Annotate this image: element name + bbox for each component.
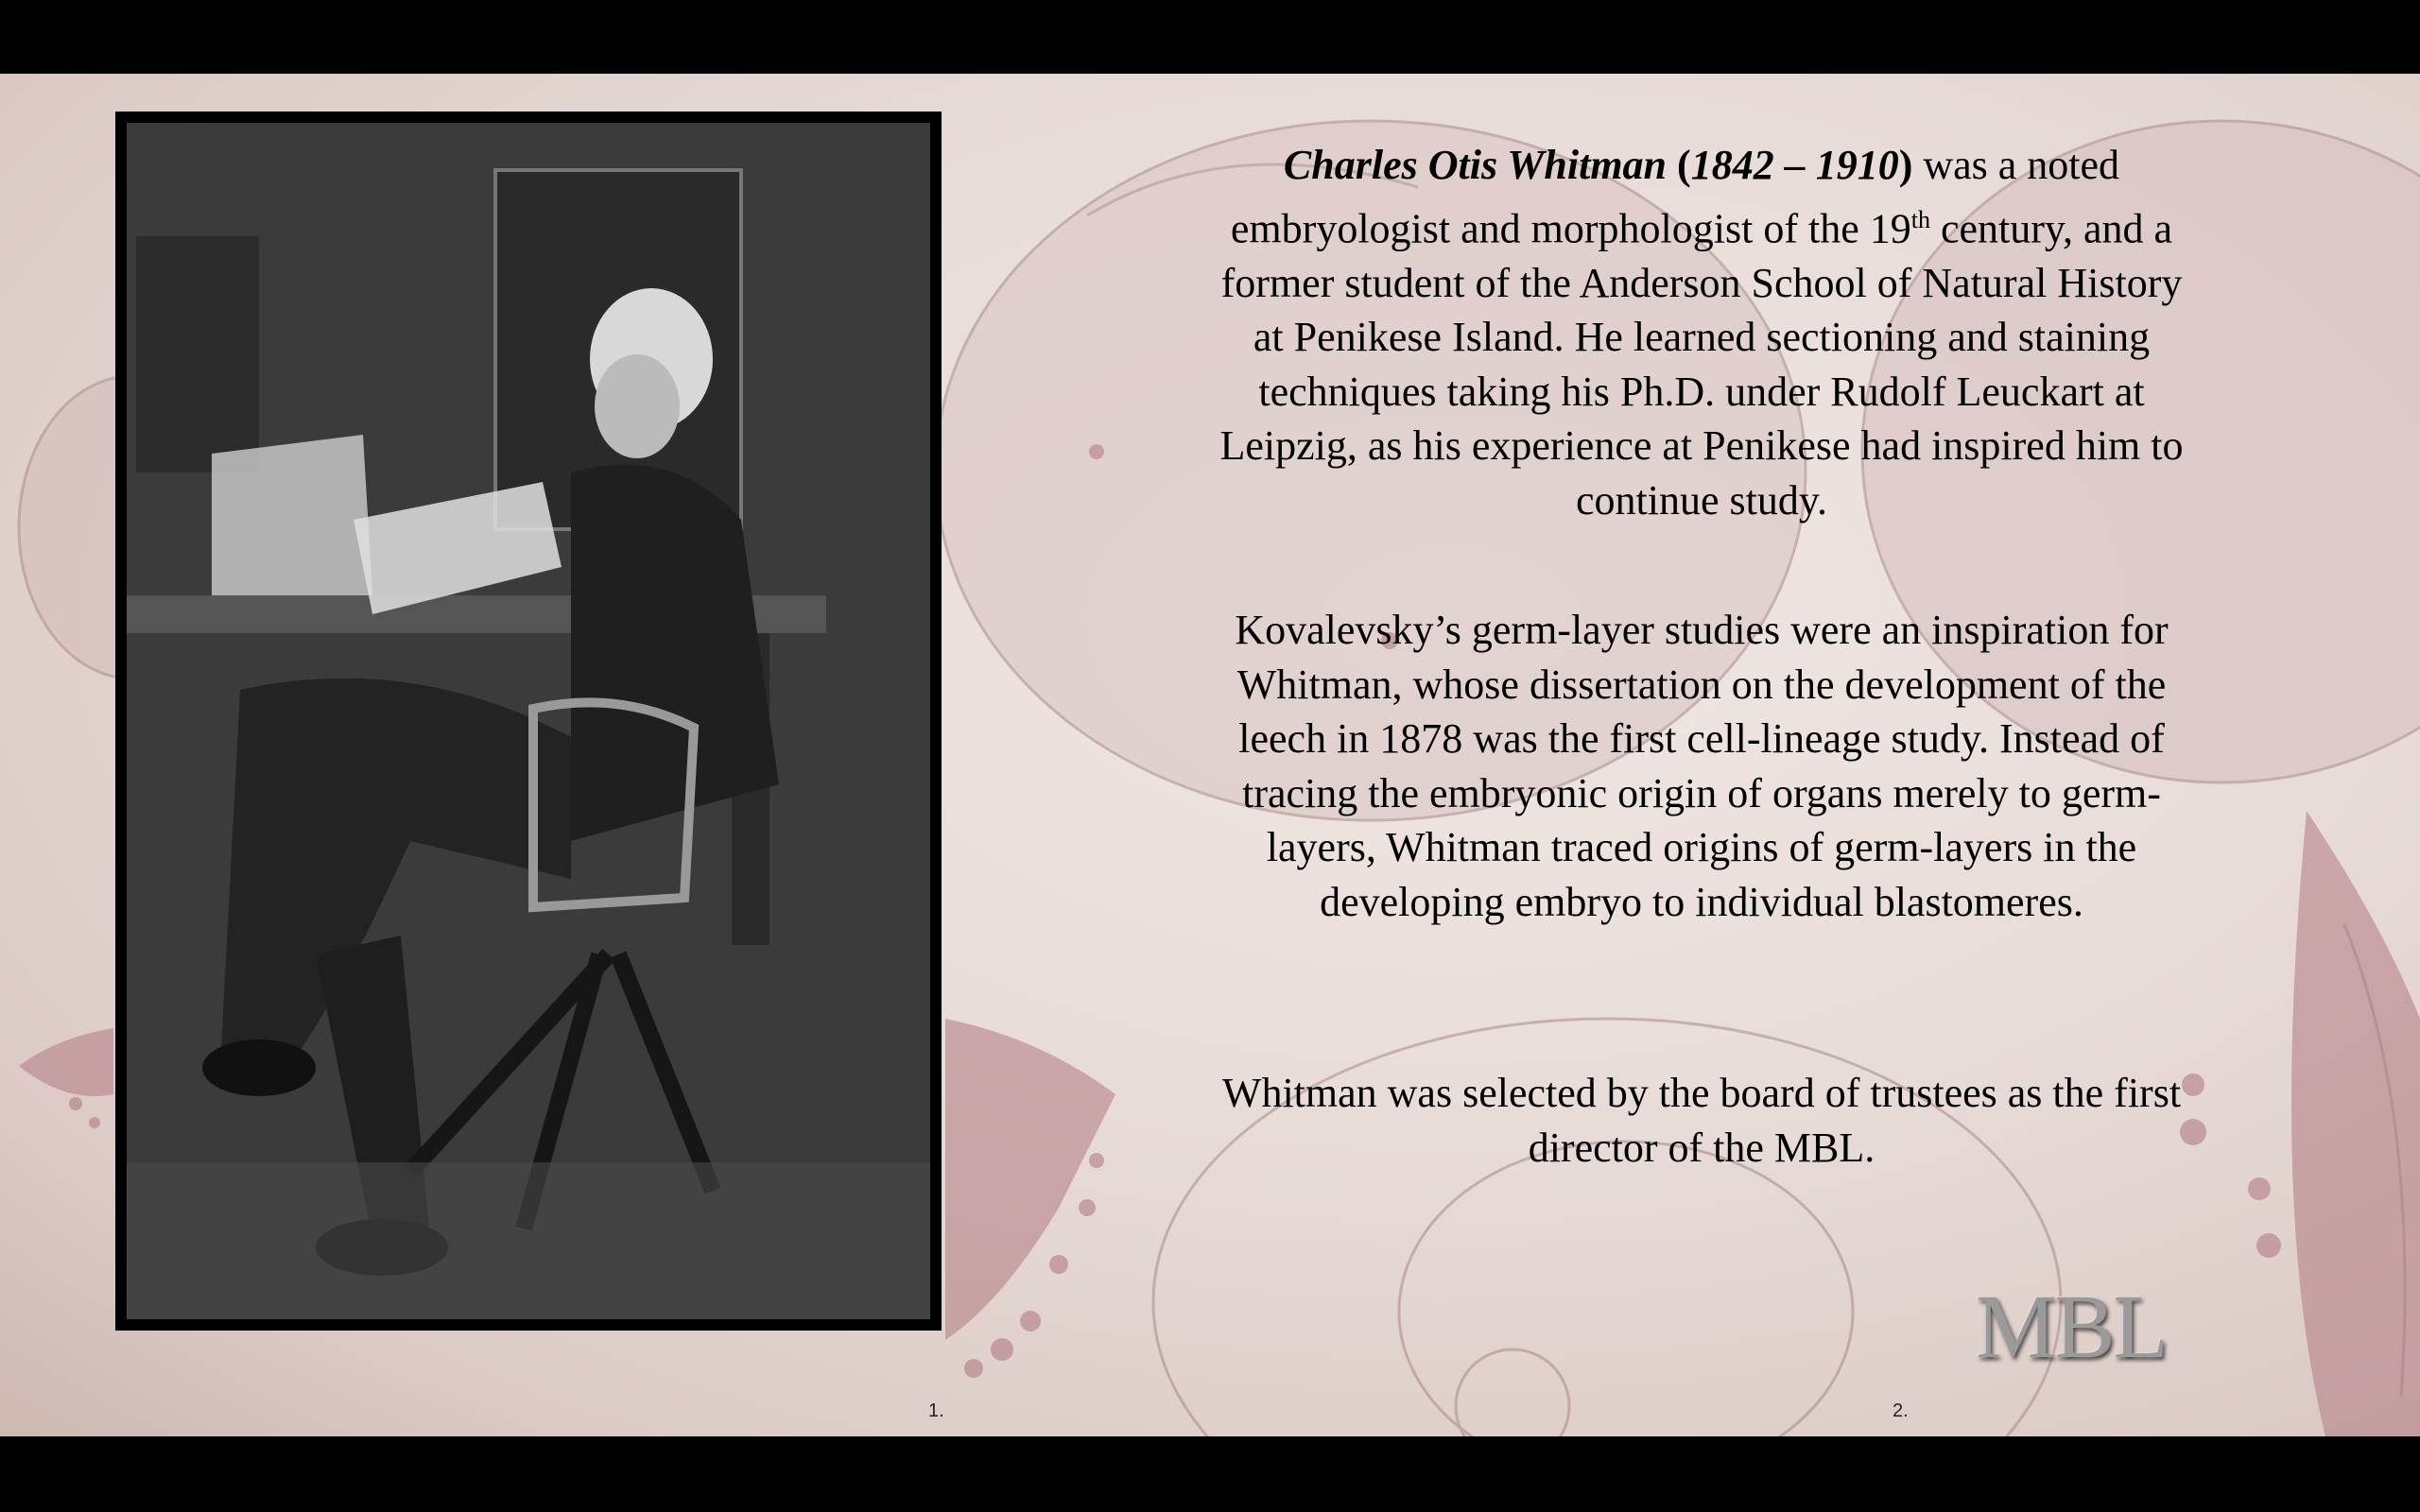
- whitman-years: 1842 – 1910: [1690, 142, 1899, 188]
- bio-text-a: was a noted embryologist and morphologist of the 19: [1230, 142, 2120, 252]
- mbl-logo: MBL: [1976, 1276, 2168, 1377]
- whitman-photo-frame: [115, 112, 942, 1331]
- years-open-paren: (: [1667, 142, 1691, 188]
- slide: [0, 74, 2420, 1436]
- caption-2: 2.: [1893, 1400, 1909, 1421]
- caption-1: 1.: [928, 1400, 944, 1421]
- whitman-photo: [127, 123, 930, 1319]
- seated-man-reading-photo: [127, 123, 930, 1319]
- whitman-name: Charles Otis Whitman: [1283, 142, 1668, 188]
- bio-text-b: century, and a former student of the Anderson School of Natural History at Penikese Island. He learned sectioning and staining techniques taking his Ph.D. under Rudolf Leuckart at Leipzig, as his experience at Penikese had inspired him to continue study.: [1219, 205, 2184, 524]
- ordinal-superscript: th: [1910, 205, 1930, 233]
- bio-paragraph-1: [1219, 138, 2184, 527]
- bio-paragraph-2: [1219, 603, 2184, 929]
- bio-paragraph-3: [1219, 1066, 2184, 1175]
- years-close-paren: ): [1898, 142, 1913, 188]
- director-paragraph: Whitman was selected by the board of trustees as the first director of the MBL.: [1221, 1070, 2182, 1171]
- kovalevsky-paragraph: Kovalevsky’s germ-layer studies were an inspiration for Whitman, whose dissertation on the development of the leech in 1878 was the first cell-lineage study. Instead of tracing the embryonic origin of organs merely to germ-layers, Whitman traced origins of germ-layers in the developing embryo to individual blastomeres.: [1235, 607, 2169, 925]
